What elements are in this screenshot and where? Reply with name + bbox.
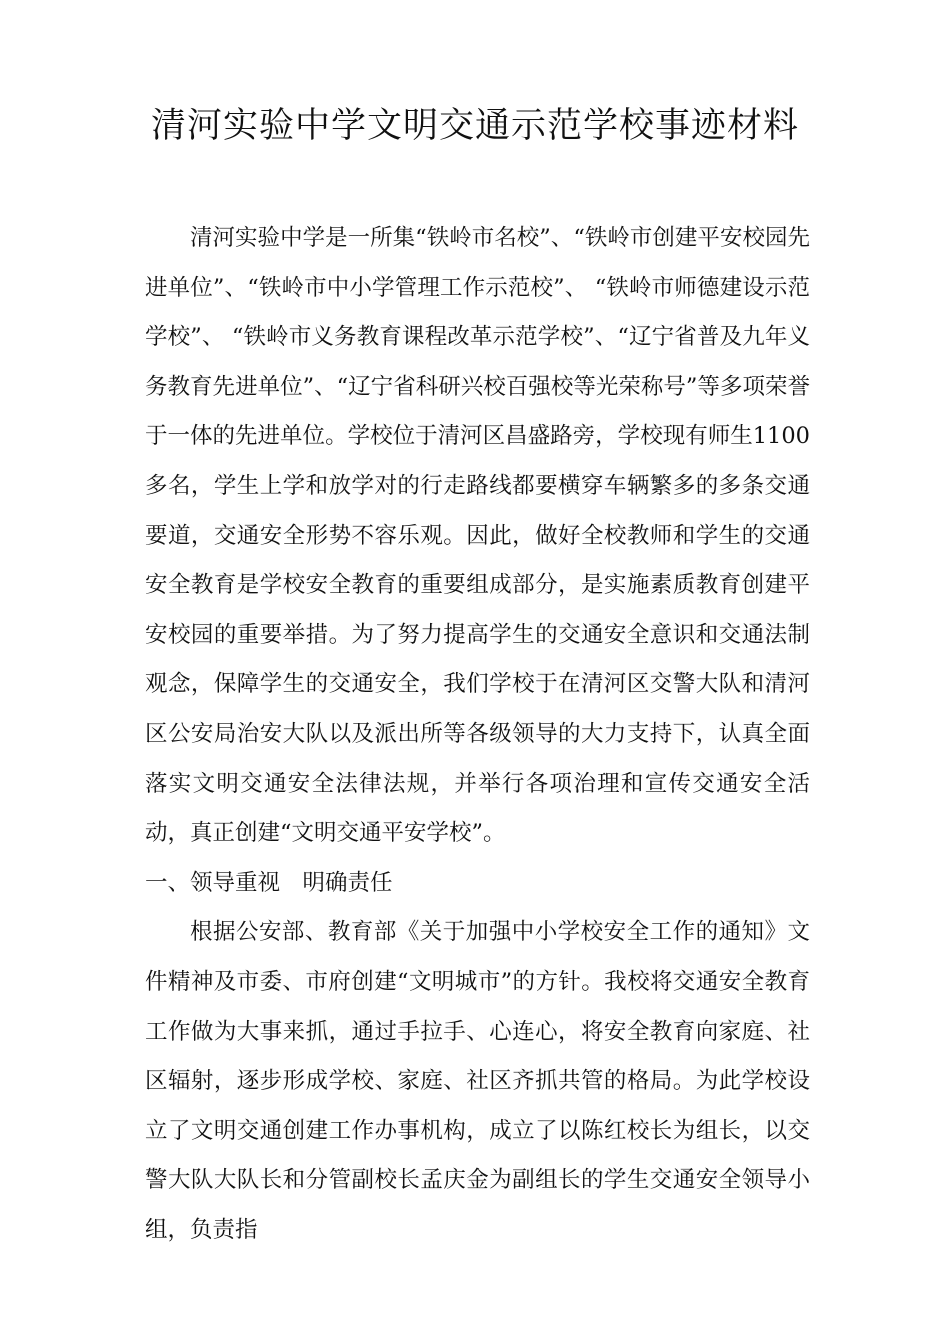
paragraph-leadership: 根据公安部、教育部《关于加强中小学校安全工作的通知》文件精神及市委、市府创建“文明城市”的方针。我校将交通安全教育工作做为大事来抓，通过手拉手、心连心，将安全教育向家庭、社区辐射，逐步形成学校、家庭、社区齐抓共管的格局。为此学校设立了文明交通创建工作办事机构，成立了以陈红校长为组长，以交警大队大队长和分管副校长孟庆金为副组长的学生交通安全领导小组，负责指 <box>145 919 810 1243</box>
document-title: 清河实验中学文明交通示范学校事迹材料 <box>150 106 799 146</box>
document-body <box>145 214 810 1255</box>
section-heading-leadership: 一、领导重视 明确责任 <box>145 869 393 896</box>
paragraph-intro: 清河实验中学是一所集“铁岭市名校”、“铁岭市创建平安校园先进单位”、“铁岭市中小学管理工作示范校”、 “铁岭市师德建设示范学校”、 “铁岭市义务教育课程改革示范学校”、“辽宁省普及九年义务教育先进单位”、“辽宁省科研兴校百强校等光荣称号”等多项荣誉于一体的先进单位。学校位于清河区昌盛路旁，学校现有师生1100多名，学生上学和放学对的行走路线都要横穿车辆繁多的多条交通要道，交通安全形势不容乐观。因此，做好全校教师和学生的交通安全教育是学校安全教育的重要组成部分，是实施素质教育创建平安校园的重要举措。为了努力提高学生的交通安全意识和交通法制观念，保障学生的交通安全，我们学校于在清河区交警大队和清河区公安局治安大队以及派出所等各级领导的大力支持下，认真全面落实文明交通安全法律法规，并举行各项治理和宣传交通安全活动，真正创建“文明交通平安学校”。 <box>145 225 810 847</box>
